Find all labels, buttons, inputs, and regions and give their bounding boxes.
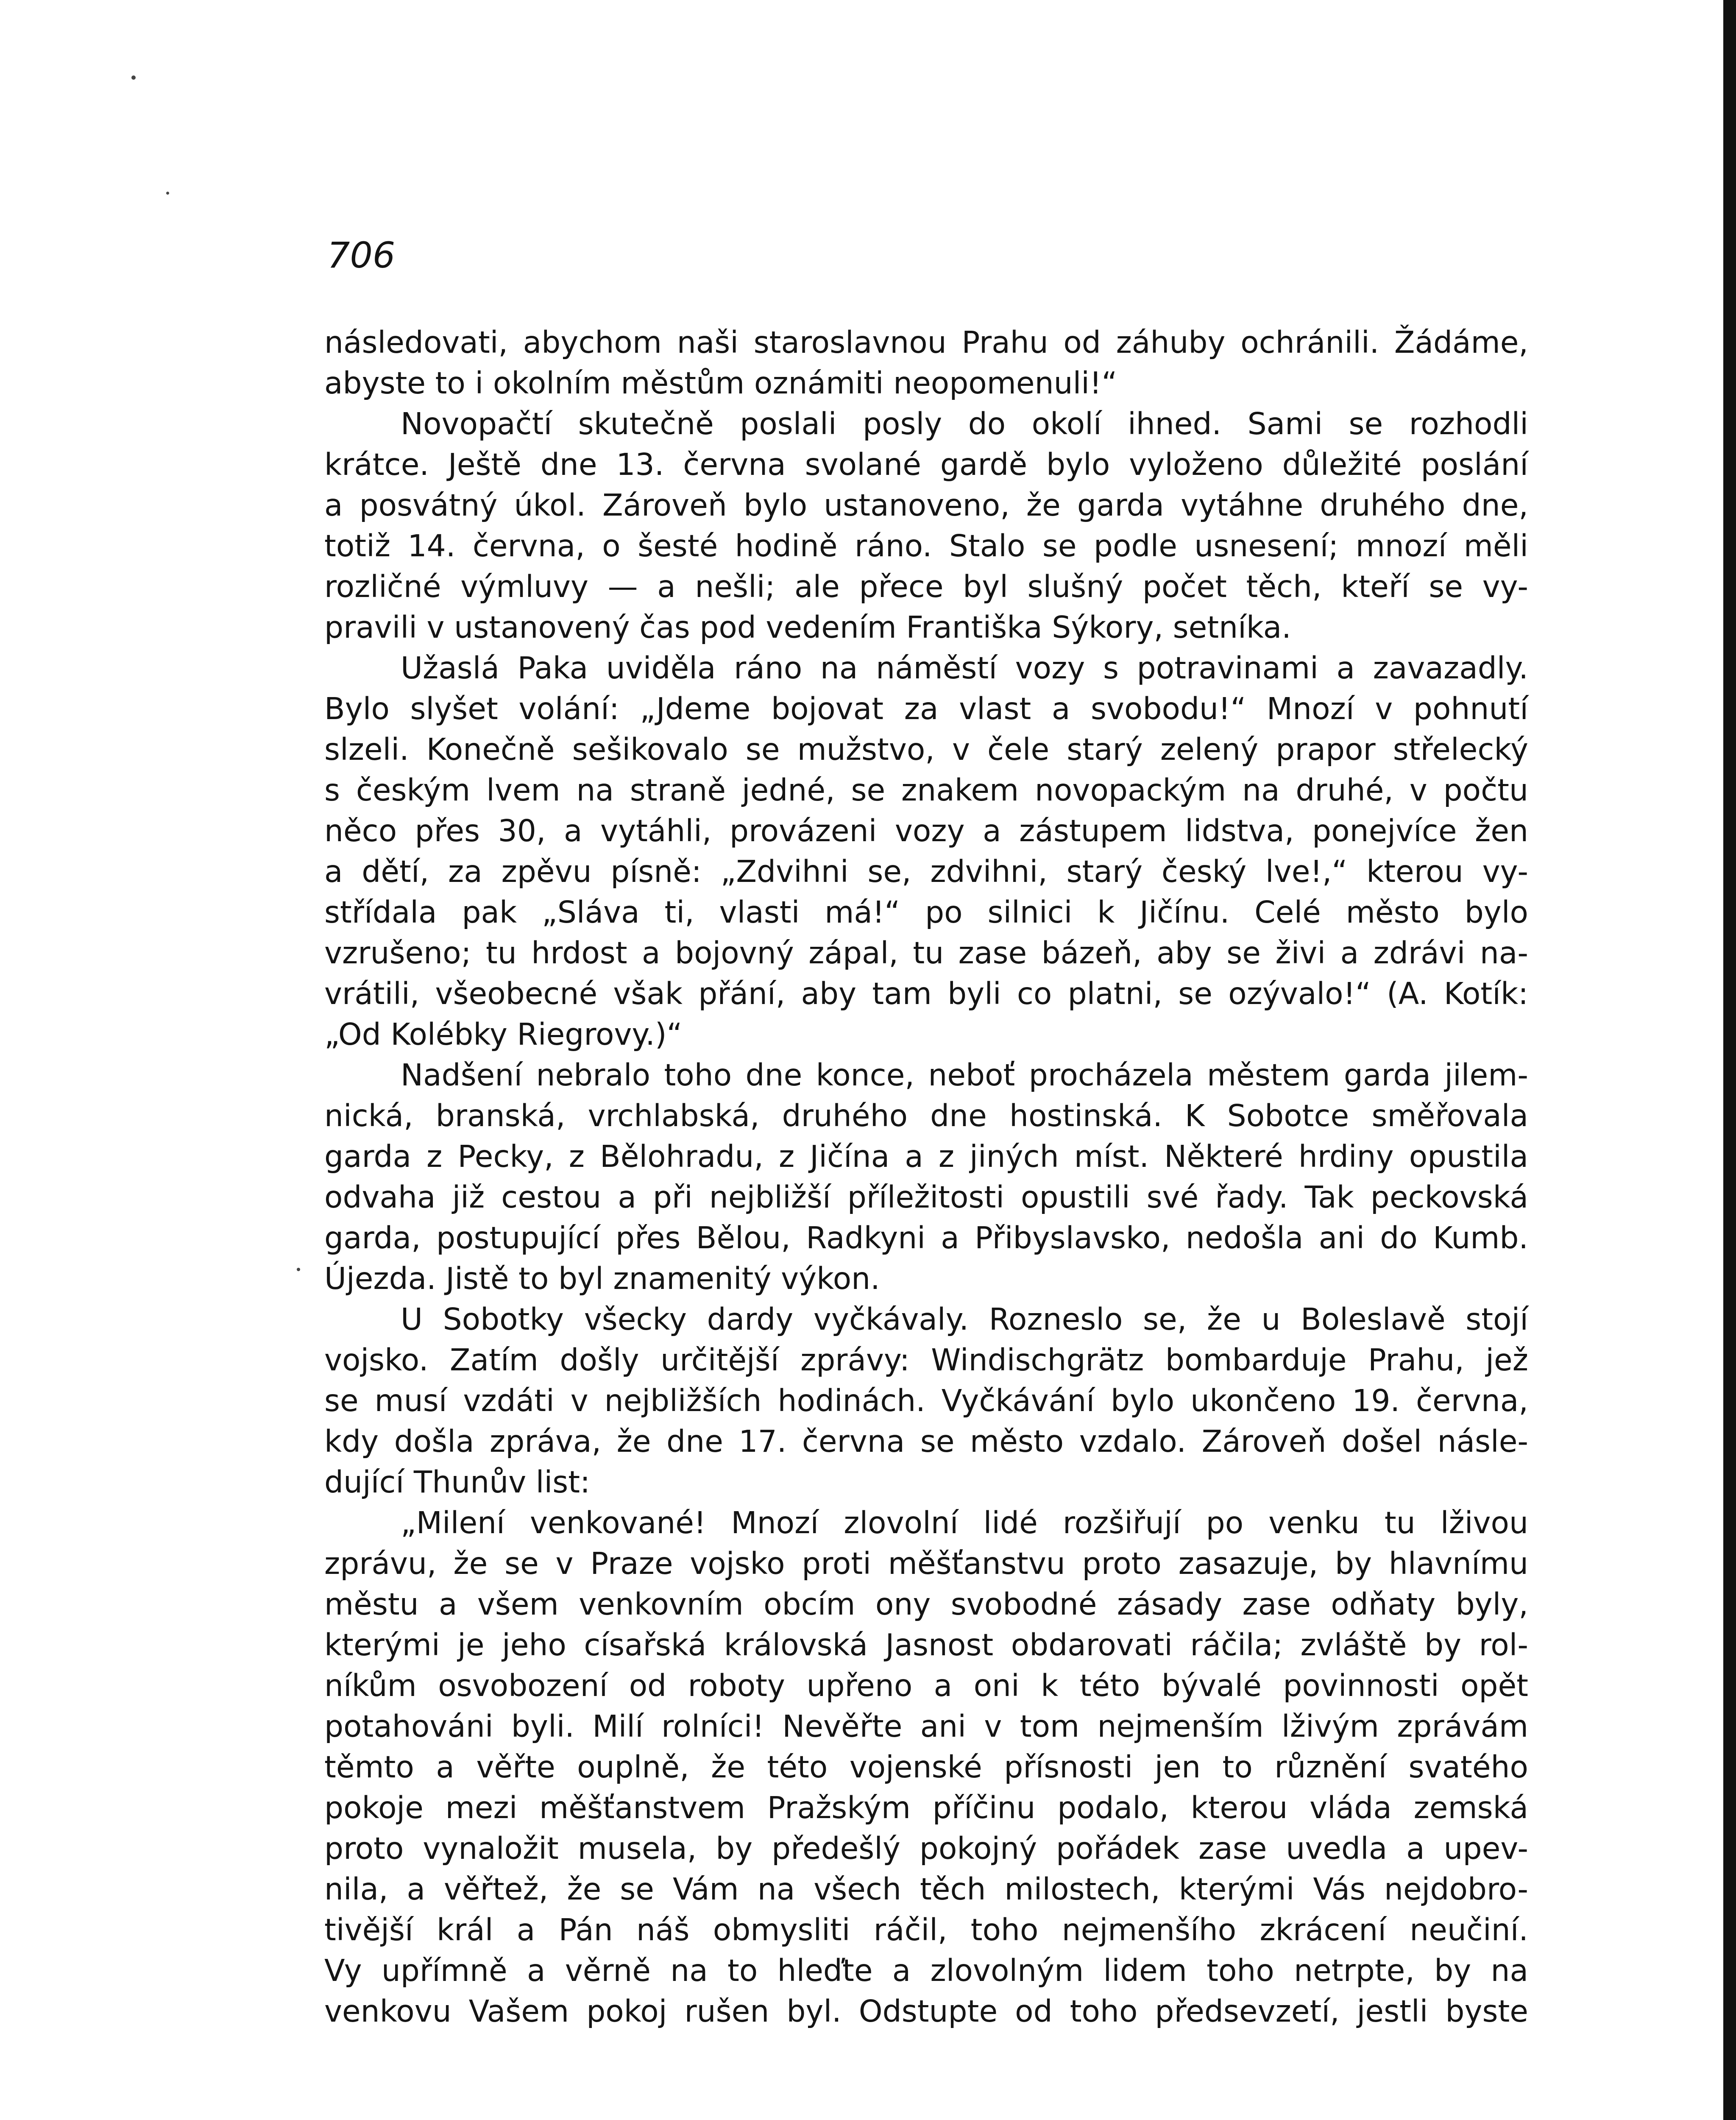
text-line: vojsko. Zatím došly určitější zprávy: Windischgrätz bombarduje Prahu, jež <box>324 1342 1528 1378</box>
text-line: Újezda. Jistě to byl znamenitý výkon. <box>324 1261 880 1296</box>
text-line: se musí vzdáti v nejbližších hodinách. Vyčkávání bylo ukončeno 19. června, <box>324 1383 1528 1418</box>
text-line: odvaha již cestou a při nejbližší příležitosti opustili své řady. Tak peckovská <box>324 1180 1528 1215</box>
text-line: zprávu, že se v Praze vojsko proti měšťanstvu proto zasazuje, by hlavnímu <box>324 1546 1528 1581</box>
text-line: pokoje mezi měšťanstvem Pražským příčinu podalo, kterou vláda zemská <box>324 1790 1528 1825</box>
text-line: vrátili, všeobecné však přání, aby tam byli co platni, se ozývalo!“ (A. Kotík: <box>324 976 1528 1011</box>
text-line: Užaslá Paka uviděla ráno na náměstí vozy s potravinami a zavazadly. <box>401 650 1528 686</box>
text-line: abyste to i okolním městům oznámiti neopomenuli!“ <box>324 365 1117 401</box>
text-line: garda z Pecky, z Bělohradu, z Jičína a z jiných míst. Některé hrdiny opustila <box>324 1139 1528 1174</box>
text-line: proto vynaložit musela, by předešlý pokojný pořádek zase uvedla a upev- <box>324 1831 1528 1866</box>
text-line: kterými je jeho císařská královská Jasnost obdarovati ráčila; zvláště by rol- <box>324 1627 1528 1663</box>
text-line: Bylo slyšet volání: „Jdeme bojovat za vlast a svobodu!“ Mnozí v pohnutí <box>324 691 1528 726</box>
text-line: Novopačtí skutečně poslali posly do okolí ihned. Sami se rozhodli <box>401 406 1528 441</box>
text-line: níkům osvobození od roboty upřeno a oni k této bývalé povinnosti opět <box>324 1668 1528 1703</box>
text-line: tivější král a Pán náš obmysliti ráčil, toho nejmenšího zkrácení neučiní. <box>324 1912 1528 1947</box>
text-line: něco přes 30, a vytáhli, provázeni vozy a zástupem lidstva, ponejvíce žen <box>324 813 1528 848</box>
text-line: Vy upřímně a věrně na to hleďte a zlovolným lidem toho netrpte, by na <box>324 1953 1528 1988</box>
text-line: nická, branská, vrchlabská, druhého dne hostinská. K Sobotce směřovala <box>324 1098 1528 1133</box>
text-line: nila, a věřtež, že se Vám na všech těch milostech, kterými Vás nejdobro- <box>324 1872 1528 1907</box>
text-line: „Od Kolébky Riegrovy.)“ <box>324 1017 683 1052</box>
text-line: totiž 14. června, o šesté hodině ráno. Stalo se podle usnesení; mnozí měli <box>324 528 1528 563</box>
text-line: krátce. Ještě dne 13. června svolané gardě bylo vyloženo důležité poslání <box>324 447 1528 482</box>
text-line: rozličné výmluvy — a nešli; ale přece byl slušný počet těch, kteří se vy- <box>324 569 1528 604</box>
text-line: těmto a věřte ouplně, že této vojenské přísnosti jen to různění svatého <box>324 1749 1528 1785</box>
body-text <box>324 322 1528 2032</box>
scan-speck <box>131 75 136 80</box>
text-line: střídala pak „Sláva ti, vlasti má!“ po silnici k Jičínu. Celé město bylo <box>324 895 1528 930</box>
text-line: slzeli. Konečně sešikovalo se mužstvo, v čele starý zelený prapor střelecký <box>324 732 1528 767</box>
text-line: dující Thunův list: <box>324 1464 591 1500</box>
text-line: venkovu Vašem pokoj rušen byl. Odstupte od toho předsevzetí, jestli byste <box>324 1994 1528 2029</box>
text-line: a dětí, za zpěvu písně: „Zdvihni se, zdvihni, starý český lve!,“ kterou vy- <box>324 854 1528 889</box>
page-edge-shadow <box>1723 0 1736 2120</box>
text-line: pravili v ustanovený čas pod vedením Františka Sýkory, setníka. <box>324 610 1291 645</box>
text-line: Nadšení nebralo toho dne konce, neboť procházela městem garda jilem- <box>401 1057 1528 1093</box>
text-line: následovati, abychom naši staroslavnou Prahu od záhuby ochránili. Žádáme, <box>324 325 1528 360</box>
text-line: U Sobotky všecky dardy vyčkávaly. Rozneslo se, že u Boleslavě stojí <box>401 1302 1528 1337</box>
text-line: „Milení venkované! Mnozí zlovolní lidé rozšiřují po venku tu lživou <box>401 1505 1528 1540</box>
text-line: kdy došla zpráva, že dne 17. června se město vzdalo. Zároveň došel násle- <box>324 1424 1528 1459</box>
text-line: a posvátný úkol. Zároveň bylo ustanoveno, že garda vytáhne druhého dne, <box>324 488 1528 523</box>
text-line: s českým lvem na straně jedné, se znakem novopackým na druhé, v počtu <box>324 773 1528 808</box>
text-line: potahováni byli. Milí rolníci! Nevěřte ani v tom nejmenším lživým zprávám <box>324 1709 1528 1744</box>
text-line: garda, postupující přes Bělou, Radkyni a Přibyslavsko, nedošla ani do Kumb. <box>324 1220 1528 1255</box>
text-line: vzrušeno; tu hrdost a bojovný zápal, tu zase bázeň, aby se živi a zdrávi na- <box>324 935 1528 971</box>
text-line: městu a všem venkovním obcím ony svobodné zásady zase odňaty byly, <box>324 1587 1528 1622</box>
scan-speck <box>297 1268 300 1271</box>
scan-speck <box>166 192 169 195</box>
page-number: 706 <box>327 234 396 276</box>
